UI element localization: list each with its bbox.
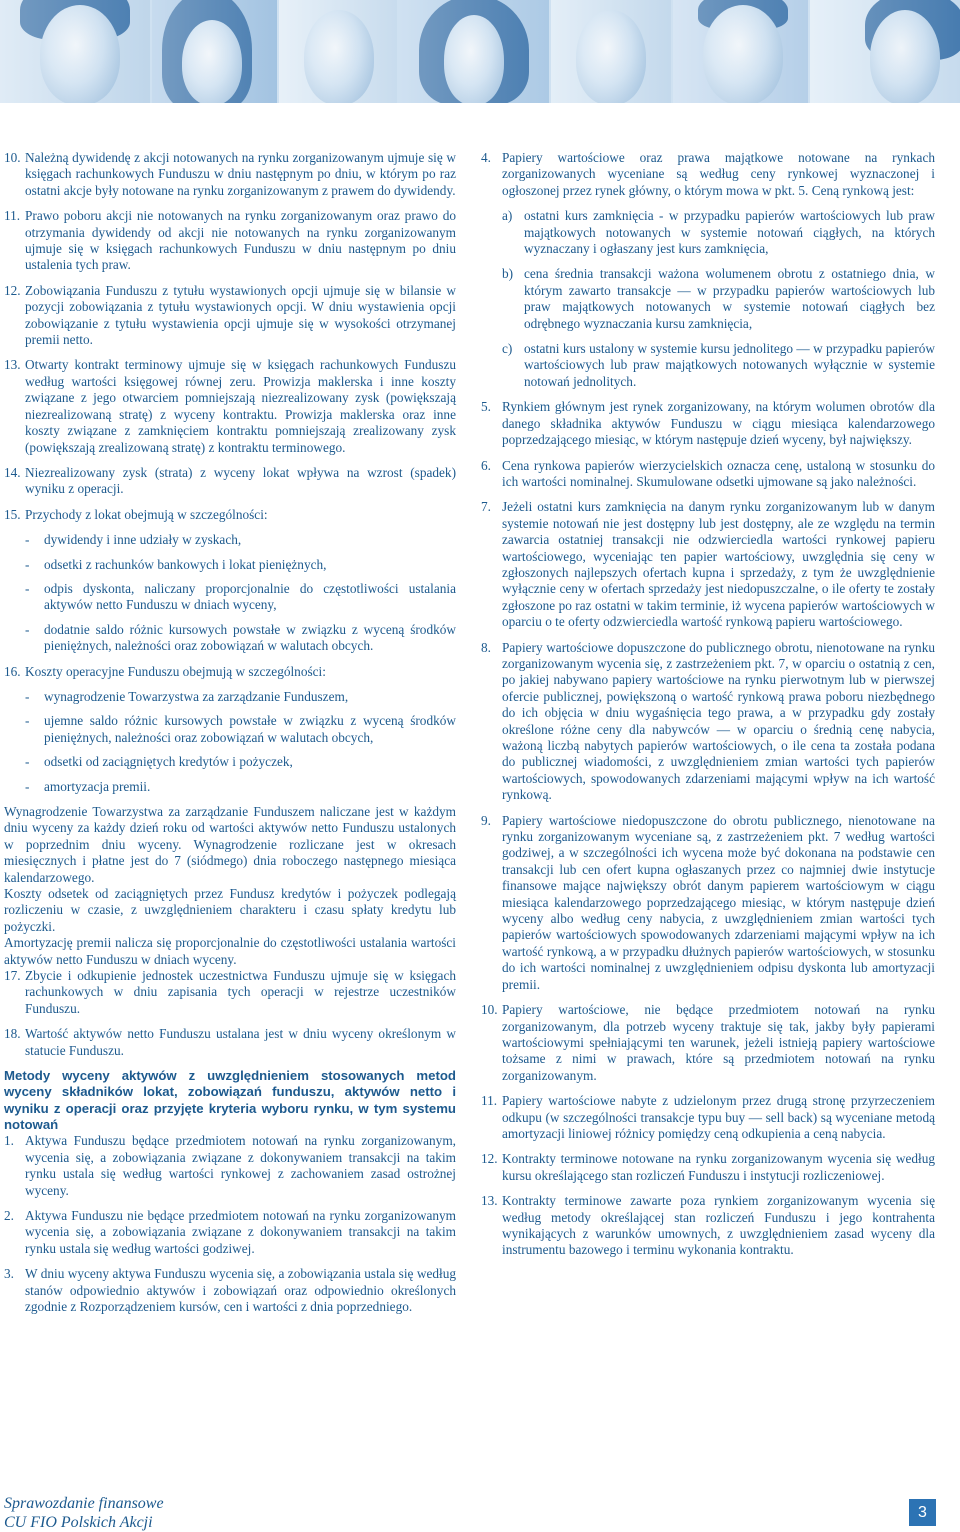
paragraph-text: Zbycie i odkupienie jednostek uczestnictwa Funduszu ujmuje się w księgach rachunkowych w dniu zapisania tych operacji w rejestrze uczestników Funduszu. [25, 968, 456, 1016]
item-number: 17. [4, 968, 21, 984]
list-item-text: ujemne saldo różnic kursowych powstałe w związku z wyceną środków pieniężnych, należności oraz zobowiązań w walutach obcych, [44, 713, 456, 745]
valuation-item-12 [481, 1151, 935, 1184]
item-number: 13. [481, 1193, 498, 1209]
paragraph-text: Papiery wartościowe, nie będące przedmiotem notowań na rynku zorganizowanym, dla potrzeb wyceny traktuje się tak, jakby były papierami wartościowymi spełniającymi ten warunek, jeżeli istnieją papiery wartościowe tożsame z nimi w prawach, które są przedmiotem notowań na rynku zorganizowanym. [502, 1002, 935, 1083]
paragraph-text: Niezrealizowany zysk (strata) z wyceny lokat wpływa na wzrost (spadek) wyniku z operacji. [25, 464, 456, 497]
list-item-text: dodatnie saldo różnic kursowych powstałe w związku z wyceną środków pieniężnych, należności oraz zobowiązań w walutach obcych. [44, 621, 456, 654]
list-item [25, 754, 456, 770]
valuation-item-2 [4, 1208, 456, 1257]
paragraph-text: Wynagrodzenie Towarzystwa za zarządzanie Funduszem naliczane jest w każdym dniu wyceny za każdy dzień roku od wartości aktywów netto Funduszu ustalonych w poprzednim dniu wyceny. Wynagrodzenie rozliczane jest w okresach miesięcznych i płatne jest do 7 (siódmego) dnia roboczego następnego miesiąca kalendarzowego. [4, 804, 456, 885]
item-number: 13. [4, 357, 21, 373]
portrait-photo-5 [551, 0, 671, 103]
sub-item-b [502, 266, 935, 332]
header-photo-banner [0, 0, 960, 103]
paragraph-text: Prawo poboru akcji nie notowanych na rynku zorganizowanym oraz prawo do otrzymania dywidendy od akcji nie notowanych na rynku zorganizowanym ujmuje się w księgach rachunkowych Funduszu w dniu następnym po dniu ustalenia tych praw. [25, 208, 456, 273]
item-number: 12. [481, 1151, 498, 1167]
paragraph-17 [4, 968, 456, 1017]
item-number: 15. [4, 506, 21, 522]
valuation-item-6 [481, 458, 935, 491]
sub-item-text: ostatni kurs ustalony w systemie kursu jednolitego — w przypadku papierów wartościowych lub praw majątkowych notowanych wyłącznie w systemie notowań jednolitych. [524, 341, 935, 389]
left-column [4, 150, 456, 1324]
item-number: 7. [481, 499, 491, 515]
portrait-photo-1 [0, 0, 150, 103]
list-dash: - [25, 580, 30, 596]
list-item [25, 713, 456, 746]
section-heading: Metody wyceny aktywów z uwzględnieniem stosowanych metod wyceny składników lokat, zobowiązań funduszu, aktywów netto i wyniku z operacji oraz przyjęte kryteria wyboru rynku, w tym systemu notowań [4, 1068, 456, 1132]
sub-item-letter: c) [502, 341, 513, 357]
list-dash: - [25, 556, 30, 572]
list-item-text: odsetki z rachunków bankowych i lokat pieniężnych, [44, 556, 327, 572]
valuation-item-4 [481, 150, 935, 199]
list-dash: - [25, 713, 30, 729]
footer-title-line-2: CU FIO Polskich Akcji [4, 1514, 153, 1531]
portrait-photo-4 [399, 0, 549, 103]
list-item-text: dywidendy i inne udziały w zyskach, [44, 532, 242, 548]
item-number: 9. [481, 812, 491, 828]
page-number: 3 [909, 1499, 936, 1526]
portrait-photo-2 [152, 0, 277, 103]
list-dash: - [25, 532, 30, 548]
portrait-photo-6 [673, 0, 808, 103]
list-item [25, 532, 456, 548]
item-number: 18. [4, 1026, 21, 1042]
valuation-item-11 [481, 1093, 935, 1142]
item-number: 16. [4, 663, 21, 679]
item-number: 14. [4, 464, 21, 480]
sub-item-letter: a) [502, 208, 513, 224]
valuation-item-9 [481, 813, 935, 993]
paragraph-text: Aktywa Funduszu będące przedmiotem notowań na rynku zorganizowanym, wycenia się, a zobowiązania związane z dokonywaniem transakcji na takim rynku ustala się według wartości rynkowej z zachowaniem zasad ostrożnej wyceny. [25, 1133, 456, 1198]
valuation-item-13 [481, 1193, 935, 1259]
right-column [481, 150, 935, 1268]
paragraph-text: Papiery wartościowe nabyte z udzielonym przez drugą stronę przyrzeczeniem odkupu (w szczególności transakcje typu buy — sell back) są wyceniane metodą amortyzacji liniowej różnicy pomiędzy ceną odkupienia a ceną nabycia. [502, 1093, 935, 1141]
paragraph-text: Amortyzację premii nalicza się proporcjonalnie do częstotliwości ustalania wartości aktywów netto Funduszu w dniach wyceny. [4, 935, 456, 967]
footer-title-line-1: Sprawozdanie finansowe [4, 1495, 164, 1512]
paragraph-text: Zobowiązania Funduszu z tytułu wystawionych opcji ujmuje się w bilansie w pozycji zobowiązania z tytułu wystawionych opcji. W dniu wystawienia opcji zobowiązanie z tytułu wystawienia opcji ujmuje się w wysokości otrzymanej premii netto. [25, 282, 456, 348]
sub-item-c [502, 341, 935, 390]
item-number: 1. [4, 1133, 14, 1149]
portrait-photo-3 [279, 0, 397, 103]
paragraph-16 [4, 664, 456, 680]
list-item [25, 581, 456, 614]
paragraph-10 [4, 150, 456, 199]
paragraph-text: Papiery wartościowe oraz prawa majątkowe notowane na rynkach zorganizowanych wyceniane są według ceny rynkowej wyznaczonej i ogłoszonej przez rynek główny, o którym mowa w pkt. 5. Ceną rynkową jest: [502, 150, 935, 198]
paragraph-text: Należną dywidendę z akcji notowanych na rynku zorganizowanym ujmuje się w księgach rachunkowych Funduszu w dniu następnym po dniu, w którym po raz ostatni akcje były notowane na rynku zorganizowanym z prawem do dywidendy. [25, 150, 456, 198]
valuation-item-3 [4, 1266, 456, 1315]
valuation-item-7 [481, 499, 935, 630]
item-number: 11. [481, 1093, 498, 1109]
list-item-text: odpis dyskonta, naliczany proporcjonalnie do częstotliwości ustalania aktywów netto Funduszu w dniach wyceny, [44, 580, 456, 613]
paragraph-text: Wartość aktywów netto Funduszu ustalana jest w dniu wyceny określonym w statucie Funduszu. [25, 1026, 456, 1058]
paragraph-text: Koszty odsetek od zaciągniętych przez Fundusz kredytów i pożyczek podlegają rozliczeniu w czasie, z uwzględnieniem charakteru i czasu spłaty kredytu lub pożyczki. [4, 886, 456, 934]
list-dash: - [25, 754, 30, 770]
item-number: 6. [481, 457, 491, 473]
valuation-item-10 [481, 1002, 935, 1084]
list-dash: - [25, 778, 30, 794]
paragraph-text: Papiery wartościowe niedopuszczone do obrotu publicznego, nienotowane na rynku zorganizowanym wyceniane są, z zastrzeżeniem pkt. 7 według wartości godziwej, a w szczególności ich wycena może być dokonana na podstawie cen transakcji lub cen ofert kupna ogłaszanych przez co najmniej dwie instytucje finansowe mające największy obrót danym papierem wartościowym w ciągu miesiąca kalendarzowego poprzedzającego miesiąc, w którym następuje dzień wyceny albo według ceny nabycia, z uwzględnieniem zmian wartości tych papierów wartościowych spowodowanych zdarzeniami mającymi wpływ na ich wartość rynkową, a w przypadku dłużnych papierów wartościowych, w stosunku do ich wartości nominalnej z uwzględnieniem odpisu dyskonta lub amortyzacji premii. [502, 812, 935, 992]
item-number: 5. [481, 399, 491, 415]
paragraph-text: Jeżeli ostatni kurs zamknięcia na danym rynku zorganizowanym lub w danym systemie notowań nie jest dostępny lub jest dostępny, ale ze względu na termin zawarcia ostatniej transakcji nie odzwierciedla wartości rynkowej papieru wartościowego, wyceniając ten papier wartościowy, uwzględnia się ceny w zgłoszonych najlepszych ofertach kupna i sprzedaży, z tym że uwzględnienie wyłącznie ceny w ofertach sprzedaży jest niedopuszczalne, o ile oferty te zostały zgłoszone po raz ostatni w takim terminie, iż wycena papierów wartościowych w oparciu o te oferty odzwierciedla wartość rynkową papieru wartościowego. [502, 499, 935, 630]
paragraph-text: Kontrakty terminowe zawarte poza rynkiem zorganizowanym wycenia się według metody określającej stan rozliczeń Funduszu i jego kontrahenta wynikających z warunków umownych, z uwzględnieniem zasad wyceny dla instrumentu bazowego i terminu wykonania kontraktu. [502, 1193, 935, 1258]
paragraph-15 [4, 507, 456, 523]
list-item [25, 557, 456, 573]
paragraph-text: Przychody z lokat obejmują w szczególności: [25, 506, 268, 522]
paragraph-text: Cena rynkowa papierów wierzycielskich oznacza cenę, ustaloną w stosunku do ich wartości nominalnej. Skumulowane odsetki ujmowane są jako należności. [502, 457, 935, 489]
item-number: 2. [4, 1207, 14, 1223]
sub-item-letter: b) [502, 266, 514, 282]
item-number: 11. [4, 208, 21, 224]
item-number: 10. [4, 150, 21, 165]
list-dash: - [25, 621, 30, 637]
sub-item-a [502, 208, 935, 257]
list-item-text: odsetki od zaciągniętych kredytów i pożyczek, [44, 754, 293, 770]
list-item-text: amortyzacja premii. [44, 778, 151, 794]
list-dash: - [25, 688, 30, 704]
valuation-item-8 [481, 640, 935, 804]
valuation-item-5 [481, 399, 935, 448]
list-item [25, 622, 456, 655]
paragraph-11 [4, 208, 456, 274]
paragraph-text: Kontrakty terminowe notowane na rynku zorganizowanym wycenia się według kursu określającego stan rozliczeń Funduszu i instytucji rozliczeniowej. [502, 1151, 935, 1183]
paragraph-text: Papiery wartościowe dopuszczone do publicznego obrotu, nienotowane na rynku zorganizowanym wycenia się, z zastrzeżeniem pkt. 7, w oparciu o ostatnią z cen, po jakiej nabywano papiery wartościowe na rynku pierwotnym lub w pierwszej ofercie publicznej, powiększoną o wartość rynkową prawa poboru niezbędnego do ich objęcia w dniu wygaśnięcia tego prawa, a w przypadku gdy zostały określone różne ceny dla nabywców — w oparciu o średnią cenę nabycia, ważoną liczbą nabytych papierów wartościowych, o ile cena ta została podana do publicznej wiadomości, z uwzględnieniem zmian wartości tych papierów wartościowych, spowodowanych zdarzeniami mającymi wpływ na ich wartość rynkową. [502, 639, 935, 803]
portrait-photo-7 [810, 0, 960, 103]
footer-title [4, 1494, 164, 1532]
paragraph-text: Koszty operacyjne Funduszu obejmują w szczególności: [25, 663, 326, 679]
paragraph-13 [4, 357, 456, 455]
valuation-item-1 [4, 1133, 456, 1199]
item-number: 3. [4, 1266, 14, 1282]
paragraph-14 [4, 465, 456, 498]
item-number: 10. [481, 1002, 498, 1018]
paragraph-text: Aktywa Funduszu nie będące przedmiotem notowań na rynku zorganizowanym wycenia się, a zobowiązania związane z dokonywaniem transakcji na takim rynku ustala się według wartości godziwej. [25, 1207, 456, 1256]
paragraph-text: Otwarty kontrakt terminowy ujmuje się w księgach rachunkowych Funduszu według wartości księgowej równej zeru. Prowizja maklerska i inne koszty związane z jego otwarciem pomniejszają niezrealizowany zysk (powiększają niezrealizowaną stratę) z wyceny kontraktu. Prowizja maklerska oraz inne koszty związane z zamknięciem kontraktu pomniejszają zrealizowany zysk (powiększają zrealizowaną stratę) z kontraktu terminowego. [25, 357, 456, 455]
sub-item-text: ostatni kurs zamknięcia - w przypadku papierów wartościowych lub praw majątkowych notowanych w systemie notowań ciągłych, na których wyznaczany i ogłaszany jest kurs zamknięcia, [524, 208, 935, 257]
paragraph-12 [4, 283, 456, 349]
paragraph-text: W dniu wyceny aktywa Funduszu wycenia się, a zobowiązania ustala się według stanów odpowiednio aktywów i zobowiązań oraz odpowiednio określonych zgodnie z Rozporządzeniem kursów, cen i wartości z dnia poprzedniego. [25, 1266, 456, 1314]
item-number: 8. [481, 639, 491, 655]
item-number: 12. [4, 282, 21, 298]
list-item-text: wynagrodzenie Towarzystwa za zarządzanie Funduszem, [44, 688, 349, 704]
list-item [25, 689, 456, 705]
paragraph-18 [4, 1026, 456, 1059]
list-item [25, 779, 456, 795]
sub-item-text: cena średnia transakcji ważona wolumenem obrotu z ostatniego dnia, w którym zawarto transakcje — w przypadku papierów wartościowych lub praw majątkowych notowanych w systemie notowań ciągłych bez odrębnego wyznaczania kursu zamknięcia, [524, 266, 935, 331]
paragraph-text: Rynkiem głównym jest rynek zorganizowany, na którym wolumen obrotów dla danego składnika aktywów Funduszu w ciągu miesiąca kalendarzowego poprzedzającego miesiąc, w którym następuje dzień wyceny, był największy. [502, 399, 935, 448]
item-number: 4. [481, 150, 491, 165]
